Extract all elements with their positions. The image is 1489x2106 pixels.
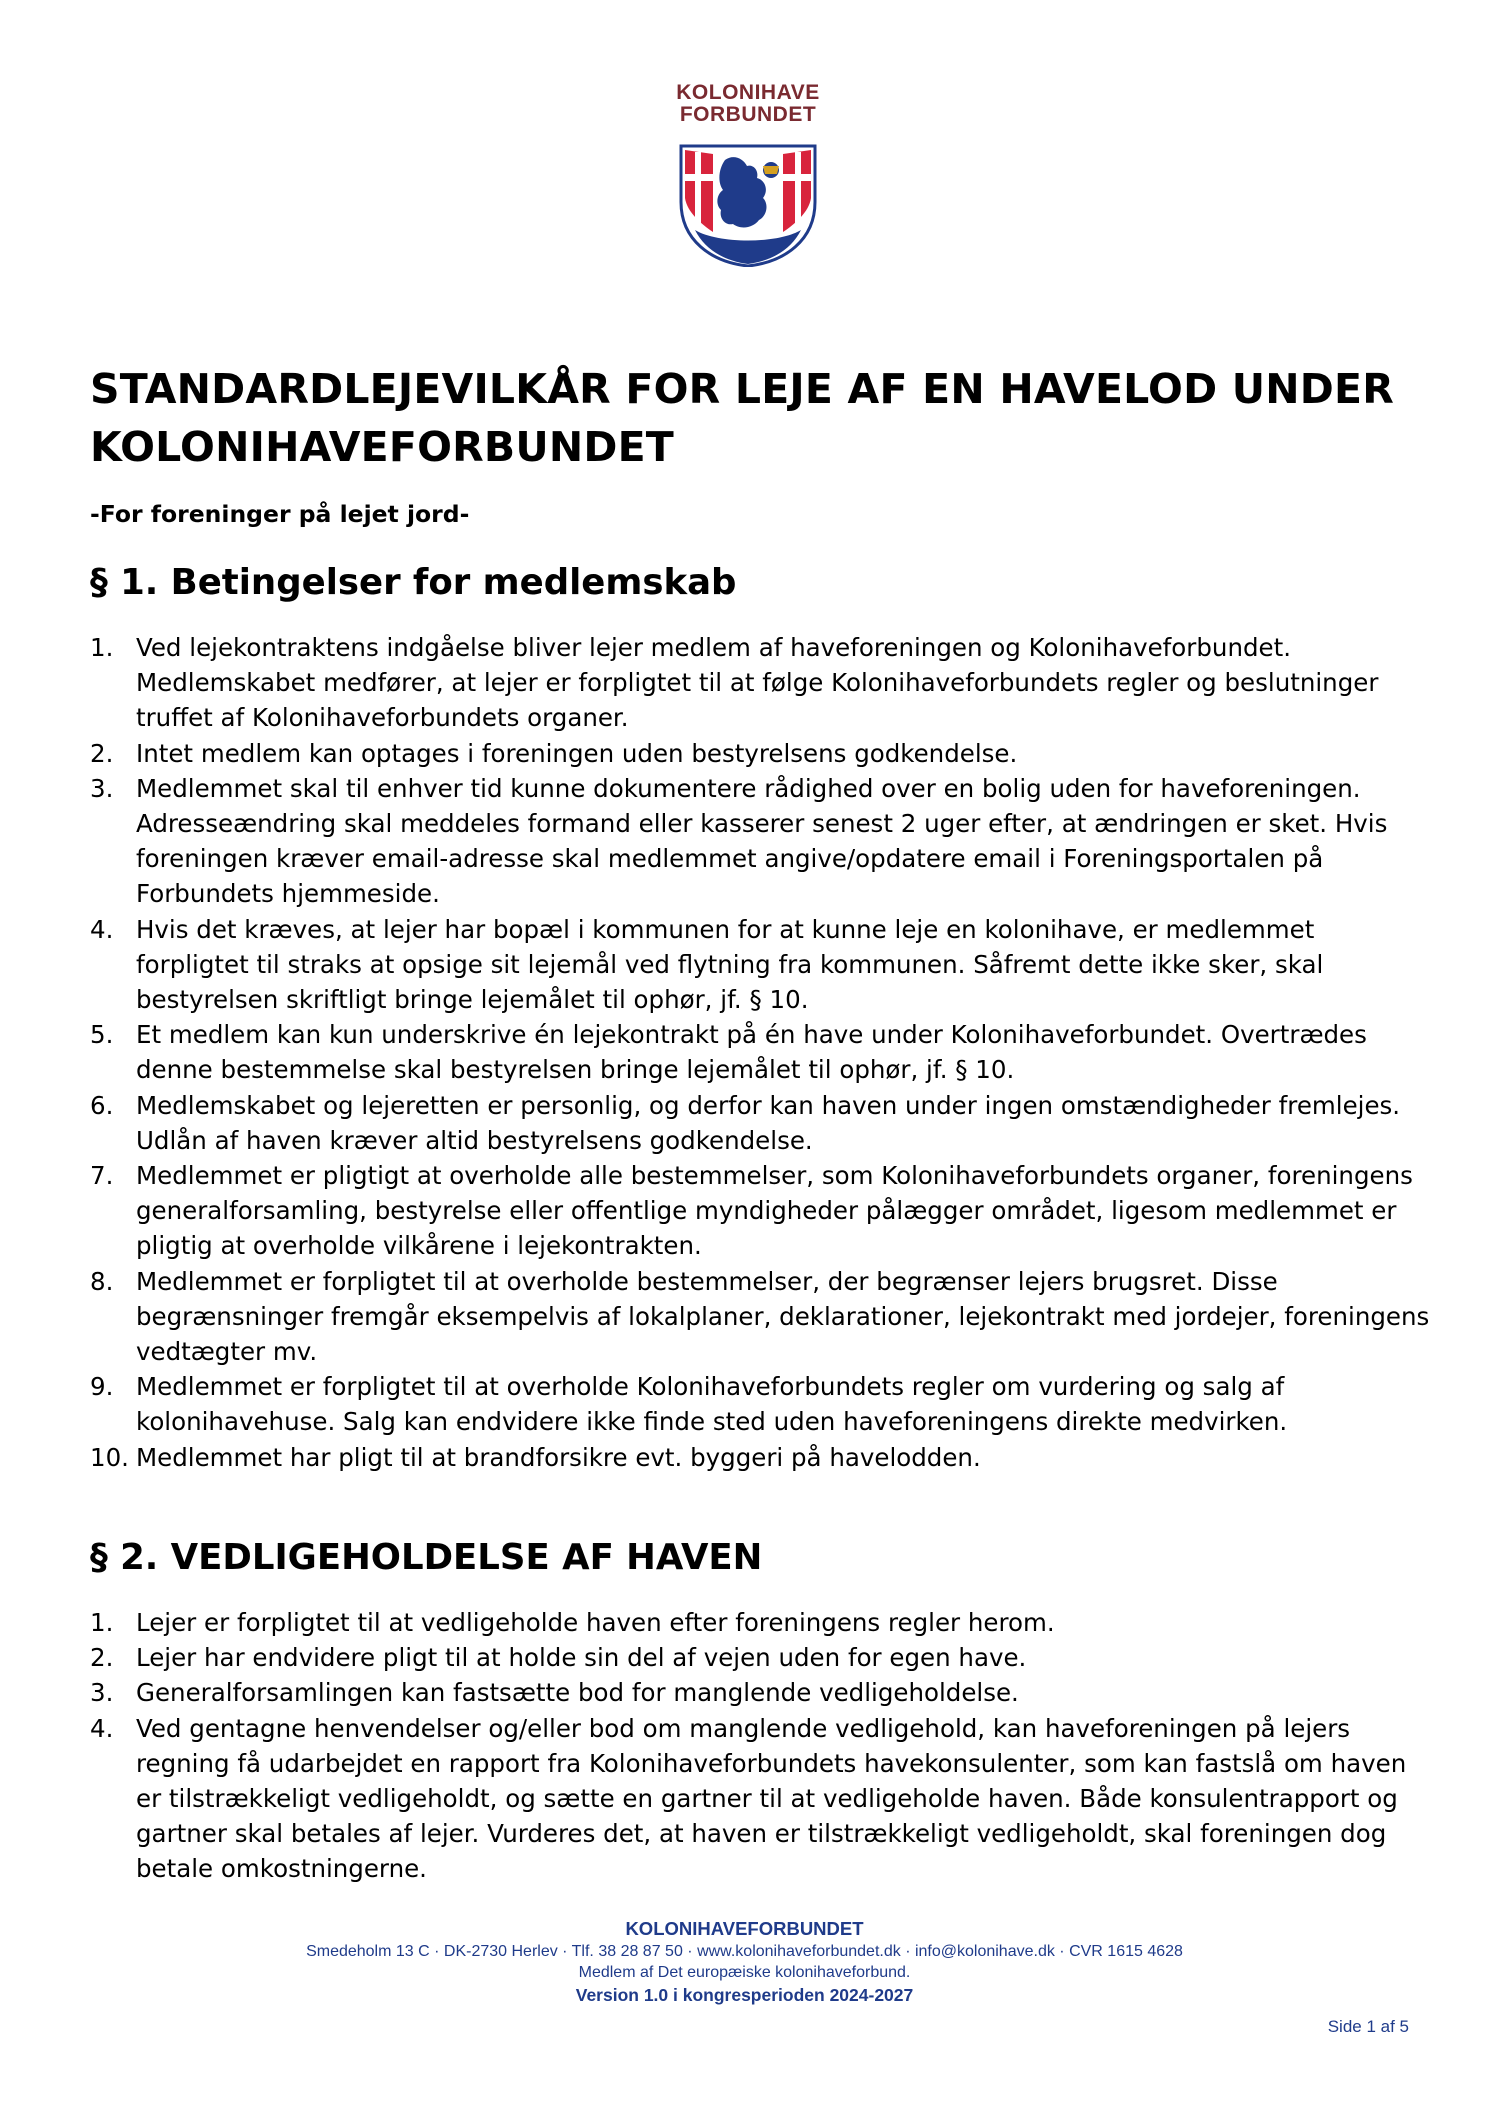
list-item (90, 630, 1430, 736)
item-text: Generalforsamlingen kan fastsætte bod for manglende vedligeholdelse. (136, 1678, 1019, 1708)
section-1-heading: § 1. Betingelser for medlemskab (90, 562, 737, 603)
item-number: 4. (90, 1713, 114, 1743)
item-number: 3. (90, 773, 114, 803)
item-number: 2. (90, 1643, 114, 1673)
item-text: Lejer er forpligtet til at vedligeholde haven efter foreningens regler herom. (136, 1608, 1055, 1637)
section-2-list (90, 1605, 1430, 1887)
logo-text-line1: KOLONIHAVE (676, 81, 820, 104)
footer-org: KOLONIHAVEFORBUNDET (625, 1918, 864, 1939)
section-1-list (90, 630, 1430, 1475)
item-number: 4. (90, 914, 114, 944)
item-text: Medlemmet er forpligtet til at overholde Kolonihaveforbundets regler om vurdering og salg af kolonihavehuse. Salg kan endvidere ikke finde sted uden haveforeningens direkte medvirken. (136, 1372, 1288, 1437)
document-subtitle: -For foreninger på lejet jord- (90, 500, 470, 528)
item-text: Medlemskabet og lejeretten er personlig, og derfor kan haven under ingen omstændigheder fremlejes. Udlån af haven kræver altid bestyrelsens godkendelse. (136, 1090, 1401, 1155)
list-item (90, 736, 1430, 771)
list-item (90, 1711, 1430, 1887)
list-item (90, 1158, 1430, 1264)
list-item (90, 771, 1430, 912)
page-number: Side 1 af 5 (1327, 2017, 1409, 2036)
section-2-heading: § 2. VEDLIGEHOLDELSE AF HAVEN (90, 1537, 763, 1578)
item-number: 8. (90, 1266, 114, 1296)
list-item (90, 1088, 1430, 1158)
item-number: 7. (90, 1161, 114, 1191)
list-item (90, 1640, 1430, 1675)
logo-text-line2: FORBUNDET (679, 103, 817, 126)
item-text: Medlemmet skal til enhver tid kunne dokumentere rådighed over en bolig uden for haveforeningen. Adresseændring skal meddeles formand eller kasserer senest 2 uger efter, at ændringen er sket. Hvis foreningen kræver email-adresse skal medlemmet angive/opdatere email i Foreningsportalen på Forbundets hjemmeside. (136, 773, 1388, 909)
item-text: Medlemmet har pligt til at brandforsikre evt. byggeri på havelodden. (136, 1442, 981, 1472)
footer-version: Version 1.0 i kongresperioden 2024-2027 (575, 1985, 914, 2005)
footer-contact: Smedeholm 13 C · DK-2730 Herlev · Tlf. 38 28 87 50 · www.kolonihaveforbundet.dk · info@kolonihave.dk · CVR 1615 4628 (306, 1943, 1183, 1960)
item-number: 1. (90, 633, 114, 662)
item-number: 6. (90, 1090, 114, 1120)
list-item (90, 1369, 1430, 1439)
item-text: Lejer har endvidere pligt til at holde sin del af vejen uden for egen have. (136, 1643, 1027, 1673)
item-text: Hvis det kræves, at lejer har bopæl i kommunen for at kunne leje en kolonihave, er medlemmet forpligtet til straks at opsige sit lejemål ved flytning fra kommunen. Såfremt dette ikke sker, skal bestyrelsen skriftligt bringe lejemålet til ophør, jf. § 10. (136, 914, 1324, 1015)
item-number: 3. (90, 1678, 114, 1708)
logo (673, 82, 823, 267)
item-text: Medlemmet er forpligtet til at overholde bestemmelser, der begrænser lejers brugsret. Disse begrænsninger fremgår eksempelvis af lokalplaner, deklarationer, lejekontrakt med jordejer, foreningens vedtægter mv. (136, 1266, 1430, 1367)
item-text: Et medlem kan kun underskrive én lejekontrakt på én have under Kolonihaveforbundet. Overtrædes denne bestemmelse skal bestyrelsen bringe lejemålet til ophør, jf. § 10. (136, 1020, 1367, 1085)
item-number: 1. (90, 1608, 114, 1637)
item-number: 5. (90, 1020, 114, 1050)
item-text: Intet medlem kan optages i foreningen uden bestyrelsens godkendelse. (136, 738, 1018, 768)
item-text: Medlemmet er pligtigt at overholde alle bestemmelser, som Kolonihaveforbundets organer, foreningens generalforsamling, bestyrelse eller offentlige myndigheder pålægger området, ligesom medlemmet er pligtig at overholde vilkårene i lejekontrakten. (136, 1161, 1413, 1261)
list-item (90, 1440, 1430, 1475)
item-number: 10. (90, 1442, 129, 1472)
list-item (90, 1675, 1430, 1710)
item-text: Ved gentagne henvendelser og/eller bod om manglende vedligehold, kan haveforeningen på lejers regning få udarbejdet en rapport fra Kolonihaveforbundets havekonsulenter, som kan fastslå om haven er tilstrækkeligt vedligeholdt, og sætte en gartner til at vedligeholde haven. Både konsulentrapport og gartner skal betales af lejer. Vurderes det, at haven er tilstrækkeligt vedligeholdt, skal foreningen dog betale omkostningerne. (136, 1713, 1407, 1884)
item-number: 9. (90, 1372, 114, 1402)
list-item (90, 1264, 1430, 1370)
list-item (90, 1605, 1430, 1640)
kolonihaveforbundet-shield-icon (673, 140, 823, 267)
footer-member: Medlem af Det europæiske kolonihaveforbund. (578, 1964, 911, 1981)
list-item (90, 912, 1430, 1018)
document-title: STANDARDLEJEVILKÅR FOR LEJE AF EN HAVELOD UNDER KOLONIHAVEFORBUNDET (90, 365, 1395, 471)
list-item (90, 1017, 1430, 1087)
item-text: Ved lejekontraktens indgåelse bliver lejer medlem af haveforeningen og Kolonihaveforbundet. Medlemskabet medfører, at lejer er forpligtet til at følge Kolonihaveforbundets regler og beslutninger truffet af Kolonihaveforbundets organer. (136, 633, 1379, 733)
item-number: 2. (90, 738, 114, 768)
